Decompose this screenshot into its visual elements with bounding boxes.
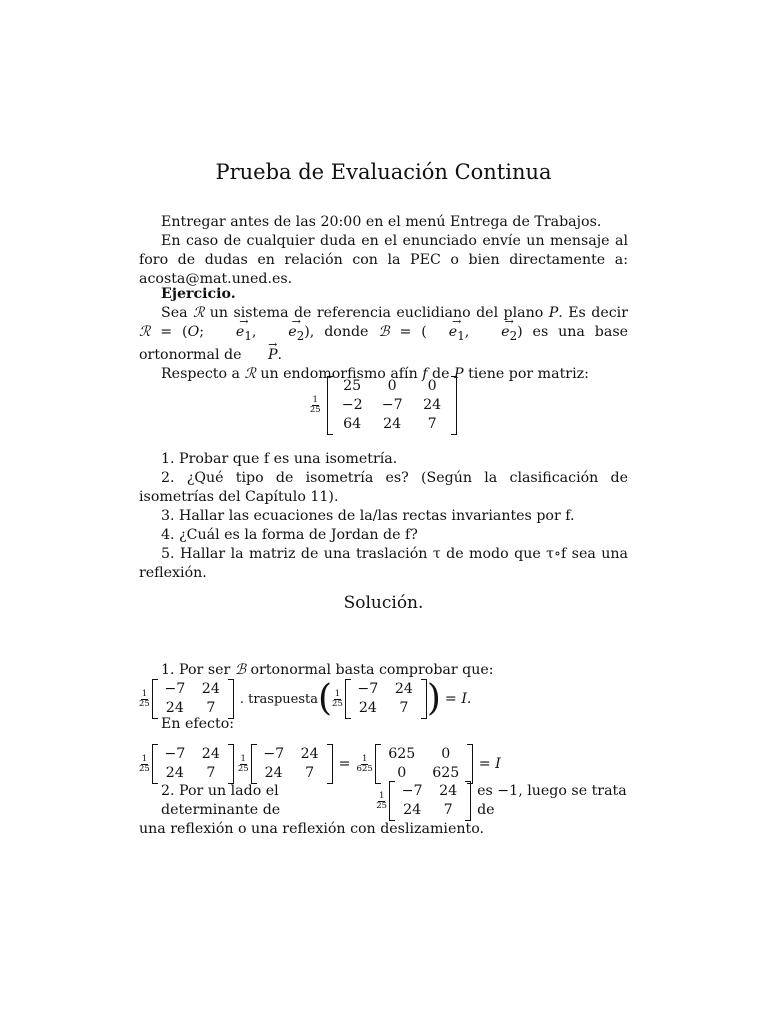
matrix-2x2: −7 24 24 7 bbox=[263, 746, 319, 781]
questions-list bbox=[139, 450, 628, 583]
question-item: 1. Probar que f es una isometría. bbox=[161, 451, 398, 467]
matrix-cell: 24 bbox=[423, 397, 442, 413]
exercise-heading: Ejercicio. bbox=[161, 286, 236, 302]
matrix-cell: 24 bbox=[383, 416, 402, 432]
matrix-cell: 0 bbox=[427, 378, 437, 394]
question-item: 4. ¿Cuál es la forma de Jordan de f? bbox=[161, 527, 418, 543]
solution-1-text: 1. Por ser ℬ ortonormal basta comprobar que: bbox=[161, 662, 494, 678]
fraction-1-25: $\frac{1}{25}$ bbox=[309, 395, 321, 415]
solution-part-2-cont: una reflexión o una reflexión con deslizamiento. bbox=[139, 821, 484, 837]
matrix-cell: −2 bbox=[341, 397, 363, 413]
matrix-2x2: −7 24 24 7 bbox=[164, 746, 220, 781]
exercise-matrix bbox=[139, 376, 628, 435]
matrix-cell: 64 bbox=[343, 416, 362, 432]
matrix-cell: −7 bbox=[381, 397, 403, 413]
en-efecto: En efecto: bbox=[161, 716, 235, 732]
exercise-respecto: Respecto a ℛ un endomorfismo afín f de P tiene por matriz: bbox=[161, 365, 589, 382]
matrix-2x2: −7 24 24 7 bbox=[401, 783, 458, 818]
solution-part-2: 2. Por un lado el determinante de $\frac{1}{25}$ −7 24 24 7 es −1, luego se trata de bbox=[139, 781, 628, 821]
solution-eq-product: $\frac{1}{25}$ −7 24 24 7 $\frac{1}{25}$ −7 24 24 7 = $\frac{1}{625}$ 625 0 0 625 = I bbox=[139, 744, 628, 784]
exercise-statement: Sea ℛ un sistema de referencia euclidiano del plano P. Es decir ℛ = (O; → $e_1$, → $e_2$), donde ℬ = (→ $e_1$, → $e_2$) es una base ortonormal de → P. bbox=[139, 304, 628, 365]
exercise-section bbox=[139, 285, 628, 384]
matrix-2x2-625: 625 0 0 625 bbox=[388, 746, 460, 781]
question-item: 3. Hallar las ecuaciones de la/las rectas invariantes por f. bbox=[161, 508, 575, 524]
solution-title: Solución. bbox=[343, 593, 424, 613]
intro-line-1: Entregar antes de las 20:00 en el menú Entrega de Trabajos. bbox=[161, 214, 602, 230]
matrix-2x2: −7 24 24 7 bbox=[164, 681, 220, 716]
matrix-cell: 25 bbox=[343, 378, 362, 394]
matrix-2x2: −7 24 24 7 bbox=[357, 681, 413, 716]
solution-eq-transpose: $\frac{1}{25}$ −7 24 24 7 . traspuesta ( $\frac{1}{25}$ −7 24 24 7 ) = I. bbox=[139, 678, 472, 719]
question-item: 5. Hallar la matriz de una traslación τ de modo que τ∘f sea una reflexión. bbox=[139, 546, 628, 581]
intro-section bbox=[139, 213, 628, 289]
email-text: acosta@mat.uned.es. bbox=[139, 271, 293, 287]
matrix-cell: 7 bbox=[427, 416, 437, 432]
question-item: 2. ¿Qué tipo de isometría es? (Según la clasificación de isometrías del Capítulo 11). bbox=[139, 470, 628, 505]
matrix-cell: 0 bbox=[387, 378, 397, 394]
matrix-3x3 bbox=[333, 376, 451, 435]
intro-line-2: En caso de cualquier duda en el enunciado envíe un mensaje al foro de dudas en relación con la PEC o bien directamente a: acosta@mat.uned.es. bbox=[139, 233, 628, 287]
page-title: Prueba de Evaluación Continua bbox=[215, 160, 552, 184]
solution-part-1 bbox=[139, 661, 628, 680]
